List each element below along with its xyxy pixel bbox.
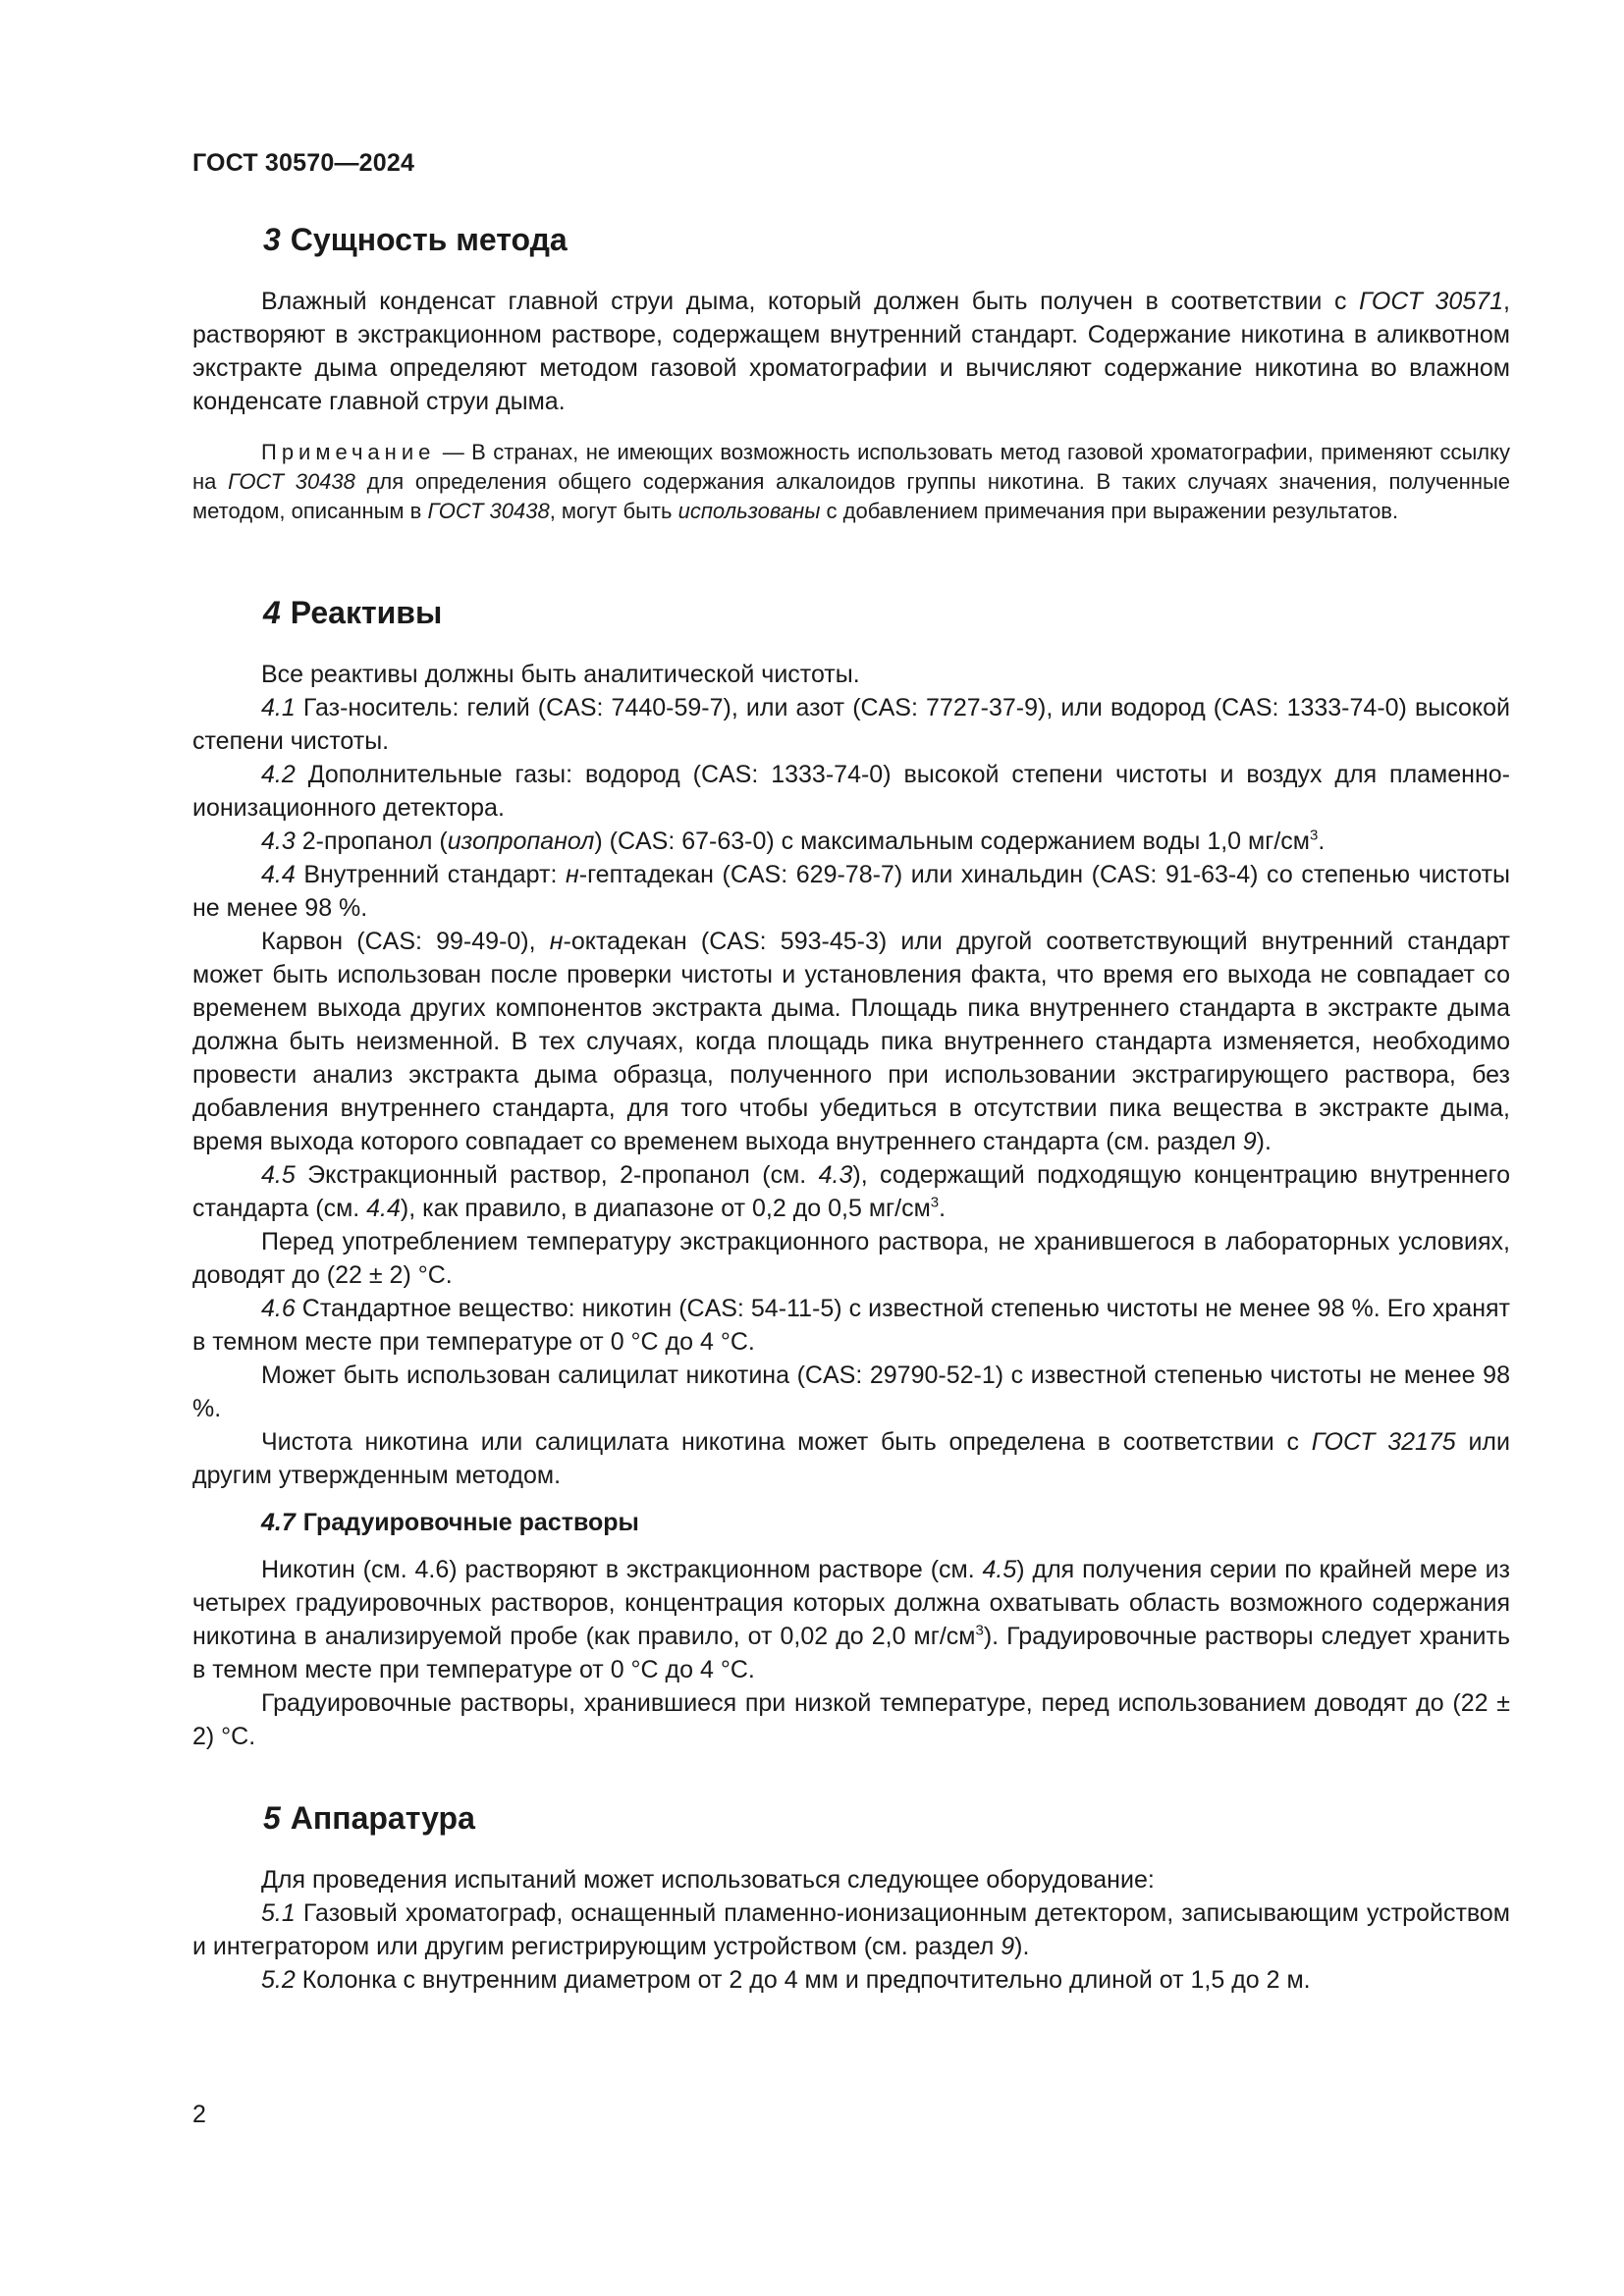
- gost-30438-ref-2[interactable]: ГОСТ 30438: [427, 499, 550, 523]
- clause-4-5: 4.5 Экстракционный раствор, 2-пропанол (см. 4.3), содержащий подходящую концентрацию внутреннего стандарта (см. 4.4), как правило, в диапазоне от 0,2 до 0,5 $мг/см^3$.: [192, 1161, 1510, 1222]
- subsection-4-7-heading: 4.7 Градуировочные растворы: [261, 1509, 639, 1536]
- section-3-heading: 3 Сущность метода: [263, 222, 568, 257]
- section-9-ref[interactable]: 9: [1242, 1128, 1257, 1155]
- section-9-ref-2[interactable]: 9: [1001, 1933, 1015, 1960]
- document-header: ГОСТ 30570—2024: [192, 149, 415, 177]
- clause-4-3-ref[interactable]: 4.3: [818, 1161, 853, 1189]
- section-3-paragraph: Влажный конденсат главной струи дыма, который должен быть получен в соответствии с ГОСТ 30571, растворяют в экстракционном растворе, содержащем внутренний стандарт. Содержание никотина в аликвотном экстракте дыма определяют методом газовой хроматографии и вычисляют содержание никотина во влажном конденсате главной струи дыма.: [192, 288, 1510, 415]
- clause-5-1: 5.1 Газовый хроматограф, оснащенный пламенно-ионизационным детектором, записывающим устройством и интегратором или другим регистрирующим устройством (см. раздел 9).: [192, 1899, 1510, 1960]
- clause-4-6: 4.6 Стандартное вещество: никотин (CAS: 54-11-5) с известной степенью чистоты не менее 98 %. Его хранят в темном месте при температуре от 0 °С до 4 °С.: [192, 1295, 1510, 1356]
- gost-32175-ref[interactable]: ГОСТ 32175: [1311, 1428, 1456, 1456]
- purity-paragraph: Чистота никотина или салицилата никотина может быть определена в соответствии с ГОСТ 32175 или другим утвержденным методом.: [192, 1428, 1510, 1489]
- carvone-paragraph: Карвон (CAS: 99-49-0), н-октадекан (CAS: 593-45-3) или другой соответствующий внутренний стандарт может быть использован после проверки чистоты и установления факта, что время его выхода не совпадает со временем выхода других компонентов экстракта дыма. Площадь пика внутреннего стандарта в экстракте дыма должна быть неизменной. В тех случаях, когда площадь пика внутреннего стандарта изменяется, необходимо провести анализ экстракта дыма образца, полученного при использовании экстрагирующего раствора, без добавления внутреннего стандарта, для того чтобы убедиться в отсутствии пика вещества в экстракте дыма, время выхода которого совпадает со временем выхода внутреннего стандарта (см. раздел 9).: [192, 928, 1510, 1155]
- clause-5-2: 5.2 Колонка с внутренним диаметром от 2 до 4 мм и предпочтительно длиной от 1,5 до 2 м.: [261, 1966, 1311, 1994]
- clause-4-2: 4.2 Дополнительные газы: водород (CAS: 1333-74-0) высокой степени чистоты и воздух для пламенно-ионизационного детектора.: [192, 761, 1510, 822]
- clause-4-4-ref[interactable]: 4.4: [366, 1195, 401, 1222]
- page-number: 2: [192, 2101, 206, 2128]
- clause-4-5-ref[interactable]: 4.5: [982, 1556, 1017, 1583]
- clause-4-7-paragraph-2: Градуировочные растворы, хранившиеся при низкой температуре, перед использованием доводят до (22 ± 2) °С.: [192, 1689, 1510, 1750]
- clause-4-1: 4.1 Газ-носитель: гелий (CAS: 7440-59-7), или азот (CAS: 7727-37-9), или водород (CAS: 1333-74-0) высокой степени чистоты.: [192, 694, 1510, 755]
- document-body: [192, 218, 1510, 1997]
- temperature-paragraph: Перед употреблением температуру экстракционного раствора, не хранившегося в лабораторных условиях, доводят до (22 ± 2) °С.: [192, 1228, 1510, 1289]
- section-5-intro: Для проведения испытаний может использоваться следующее оборудование:: [261, 1866, 1155, 1894]
- clause-4-4: 4.4 Внутренний стандарт: н-гептадекан (CAS: 629-78-7) или хинальдин (CAS: 91-63-4) со степенью чистоты не менее 98 %.: [192, 861, 1510, 922]
- section-4-heading: 4 Реактивы: [263, 595, 443, 630]
- salicylate-paragraph: Может быть использован салицилат никотина (CAS: 29790-52-1) с известной степенью чистоты не менее 98 %.: [192, 1362, 1510, 1422]
- section-3-note: Примечание — В странах, не имеющих возможность использовать метод газовой хроматографии, применяют ссылку на ГОСТ 30438 для определения общего содержания алкалоидов группы никотина. В таких случаях значения, полученные методом, описанным в ГОСТ 30438, могут быть использованы с добавлением примечания при выражении результатов.: [192, 440, 1511, 523]
- gost-30438-ref[interactable]: ГОСТ 30438: [228, 469, 355, 494]
- gost-30571-ref[interactable]: ГОСТ 30571: [1359, 288, 1504, 315]
- clause-4-3: 4.3 2-пропанол (изопропанол) (CAS: 67-63-0) с максимальным содержанием воды 1,0 $мг/см^3$.: [261, 827, 1326, 855]
- clause-4-7-paragraph: Никотин (см. 4.6) растворяют в экстракционном растворе (см. 4.5) для получения серии по крайней мере из четырех градуировочных растворов, концентрация которых должна охватывать область возможного содержания никотина в анализируемой пробе (как правило, от 0,02 до 2,0 $мг/см^3$). Градуировочные растворы следует хранить в темном месте при температуре от 0 °С до 4 °С.: [192, 1556, 1511, 1683]
- section-5-heading: 5 Аппаратура: [263, 1800, 475, 1836]
- section-4-intro: Все реактивы должны быть аналитической чистоты.: [261, 661, 860, 688]
